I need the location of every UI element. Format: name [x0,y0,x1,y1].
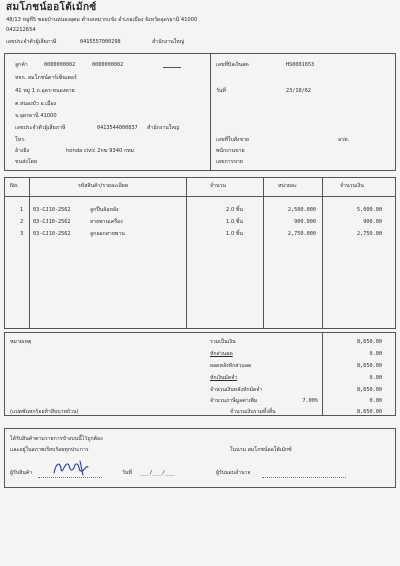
discount-label: หักส่วนลด [210,351,233,357]
invoice-no: HS0001653 [286,62,315,68]
deposit-label: หักเงินมัดจำ [210,375,238,381]
customer-ref-value: honda civic 2กฆ 9340 กทม [66,148,134,154]
customer-code-1: 0000000002 [44,62,76,68]
customer-tel-label: โทร. [15,137,26,143]
company-tax-label: เลขประจำตัวผู้เสียภาษี [6,39,57,45]
customer-address-1: 41 หมู่ 1 ถ.อุดร-หนองคาย [15,88,75,94]
customer-address-2: ต.หนองบัว อ.เมือง [15,101,57,107]
company-address: 48/13 หมู่ที่5 ซอยบ้านหนองลุตม ตำบลหมากแข้ง อำเภอเมือง จังหวัดอุดรธานี 41000 [6,17,198,23]
after-discount-label: ยอดหลังหักส่วนลด [210,363,252,369]
receipt-statement-2: และอยู่ในสภาพเรียบร้อยทุกประการ [10,447,89,453]
receiver-date: ___/___/___ [140,470,175,476]
row-2-code: 03-CJ10-2562 [33,219,71,225]
customer-branch: สำนักงานใหญ่ [147,125,180,131]
company-phone: 042212654 [6,27,36,33]
header-quantity: จำนวน [210,183,226,189]
authorized-label: ผู้รับมอบอำนาจ [216,470,251,476]
row-2-no: 2 [20,219,24,225]
row-3-price: 2,750.000 [287,231,316,237]
row-1-desc: ลูกปืนล้อหลัง [90,207,119,213]
customer-address-3: จ.อุดรธานี 41000 [15,113,57,119]
receipt-statement-1: ได้รับสินค้าตามรายการข้างบนนี้ไว้ถูกต้อง [10,436,103,442]
row-2-amount: 900.00 [363,219,382,225]
grand-total-label: จำนวนเงินรวมทั้งสิ้น [230,409,276,415]
customer-code-label: ลูกค้า [15,62,28,68]
row-1-code: 03-CJ10-2562 [33,207,71,213]
after-discount-value: 8,650.00 [357,363,382,369]
subtotal-label: รวมเป็นเงิน [210,339,236,345]
vat-value: 0.00 [369,398,382,404]
on-behalf-label: ในนาม สมโภชน์ออโต้เม้กซ์ [230,447,292,453]
company-branch: สำนักงานใหญ่ [152,39,185,45]
receiver-signature [50,455,100,479]
deposit-value: 0.00 [369,375,382,381]
customer-tax-id: 0413544000837 [97,125,138,131]
row-1-no: 1 [20,207,24,213]
receiver-date-label: วันที่ [122,470,132,476]
row-2-qty: 1.0 ชิ้น [226,219,243,225]
customer-ref-label: อ้างอิง [15,148,30,154]
header-amount: จำนวนเงิน [340,183,364,189]
amount-in-words: (แปดพันหกร้อยห้าสิบบาทถ้วน) [10,409,79,415]
invoice-ref-no-label: เลขการขาย [216,159,243,165]
row-3-qty: 1.0 ชิ้น [226,231,243,237]
subtotal-value: 8,650.00 [357,339,382,345]
header-no: No. [10,183,19,189]
vat-rate: 7.00% [302,398,318,404]
row-1-amount: 5,000.00 [357,207,382,213]
after-deposit-value: 8,650.00 [357,387,382,393]
row-1-qty: 2.0 ชิ้น [226,207,243,213]
customer-code-2: 0000000002 [92,62,124,68]
invoice-sales-label: พนักงานขาย [216,148,245,154]
customer-name: หจก. สมโภชน์คาร์เซ็นเตอร์ [15,75,77,81]
row-3-amount: 2,750.00 [357,231,382,237]
invoice-date-label: วันที่ [216,88,226,94]
invoice-po-suffix: ลวท. [338,137,350,143]
summary-box [4,332,396,416]
customer-ship-label: ขนส่งโดย [15,159,37,165]
discount-value: 0.00 [369,351,382,357]
row-3-no: 3 [20,231,24,237]
invoice-no-label: เลขที่บิลเงินสด [216,62,249,68]
row-3-desc: ลูกลอกสายพาน [90,231,125,237]
after-deposit-label: จำนวนเงินหลังหักมัดจำ [210,387,263,393]
invoice-po-label: เลขที่ใบสั่งขาย [216,137,249,143]
receiver-label: ผู้รับสินค้า [10,470,33,476]
items-table [4,177,396,329]
grand-total-value: 8,650.00 [357,409,382,415]
remark-label: หมายเหตุ [10,339,32,345]
vat-label: จำนวนภาษีมูลค่าเพิ่ม [210,398,258,404]
header-description: รหัสสินค้า/รายละเอียด [78,183,129,189]
row-2-desc: สายพานเครื่อง [90,219,123,225]
header-unit-price: หน่วยละ [278,183,297,189]
company-name: สมโภชน์ออโต้เม้กซ์ [6,2,97,13]
customer-box [4,53,396,171]
invoice-date: 23/10/62 [286,88,311,94]
row-1-price: 2,500.000 [287,207,316,213]
row-3-code: 03-CJ10-2562 [33,231,71,237]
company-tax-id: 0415557000298 [80,39,121,45]
customer-tax-label: เลขประจำตัวผู้เสียภาษี [15,125,66,131]
row-2-price: 900.000 [294,219,316,225]
